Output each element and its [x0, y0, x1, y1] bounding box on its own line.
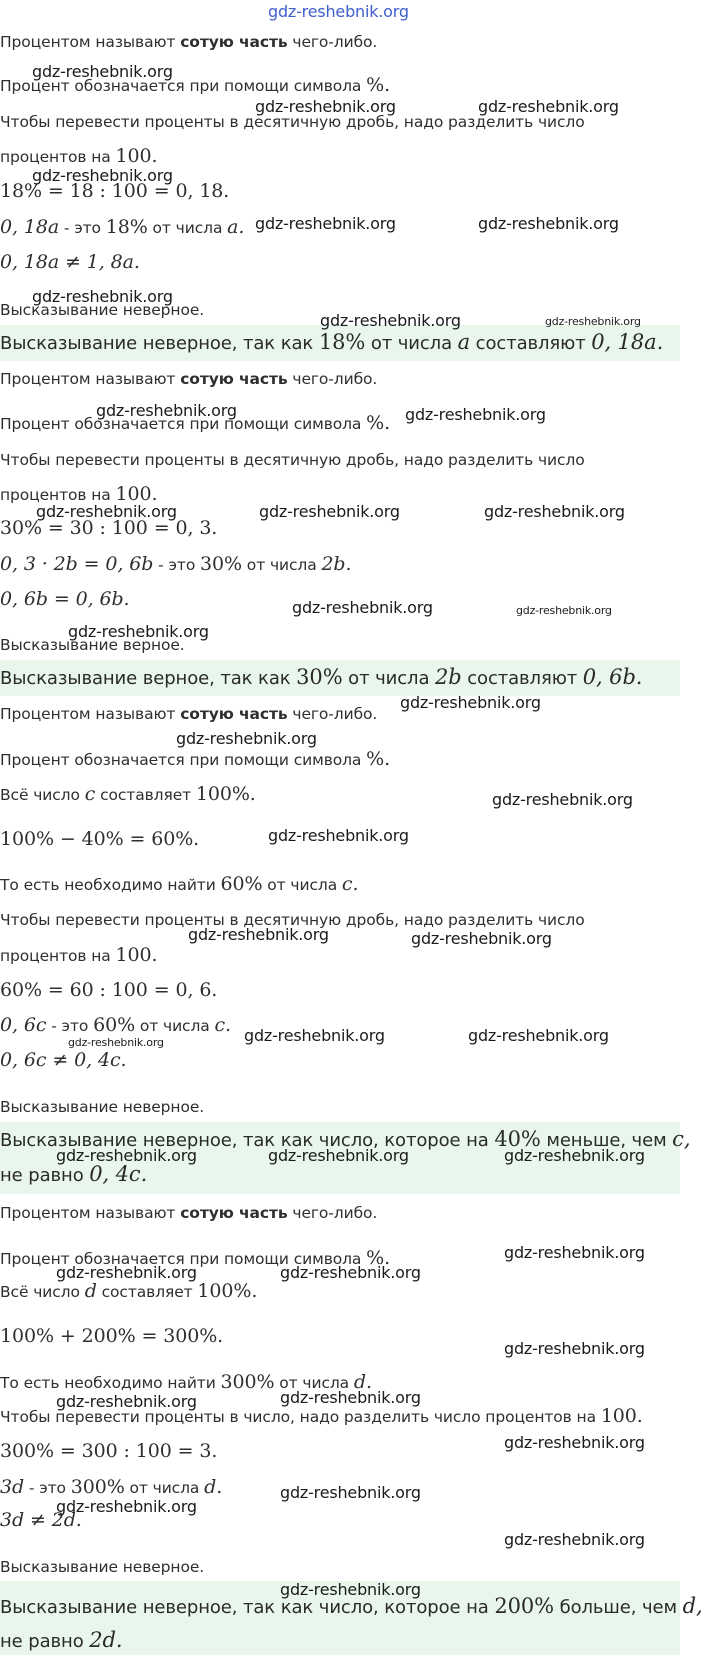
watermark: gdz-reshebnik.org: [268, 826, 409, 845]
math: c.: [341, 873, 359, 895]
text: Процентом называют: [0, 1204, 181, 1222]
watermark: gdz-reshebnik.org: [32, 166, 173, 185]
watermark: gdz-reshebnik.org: [188, 925, 329, 944]
text: процентов на: [0, 947, 116, 965]
s3-this-is: [0, 1015, 231, 1036]
text: Высказывание неверное.: [0, 1098, 205, 1116]
text: от числа: [147, 219, 228, 237]
s4-definition: [0, 1203, 377, 1223]
bold-term: сотую часть: [180, 33, 288, 51]
math: 100%.: [195, 783, 256, 805]
math: c,: [672, 1127, 691, 1151]
s4-whole: [0, 1281, 257, 1302]
text: Процентом называют: [0, 705, 181, 723]
math: 30% = 30 : 100 = 0, 3.: [0, 517, 218, 539]
text: Процент обозначается при помощи символа: [0, 415, 367, 433]
watermark: gdz-reshebnik.org: [280, 1388, 421, 1407]
text: составляет: [96, 1283, 198, 1301]
watermark: gdz-reshebnik.org: [36, 502, 177, 521]
math: 2b: [435, 665, 462, 689]
math: 40%: [494, 1127, 541, 1151]
math: 3d ≠ 2d.: [0, 1509, 82, 1531]
watermark: gdz-reshebnik.org: [255, 97, 396, 116]
text: То есть необходимо найти: [0, 1374, 221, 1392]
text: Высказывание неверное, так как число, которое на: [0, 1130, 495, 1151]
math: 18%: [318, 330, 366, 354]
watermark: gdz-reshebnik.org: [56, 1497, 197, 1516]
text: от числа: [274, 1374, 354, 1392]
text: от числа: [135, 1017, 215, 1035]
math: 0, 6c: [0, 1014, 47, 1036]
math: 0, 18a.: [591, 330, 664, 354]
math: 100% + 200% = 300%.: [0, 1325, 224, 1347]
s3-diff: [0, 829, 199, 850]
text: Высказывание верное, так как: [0, 668, 297, 689]
math: 0, 18a ≠ 1, 8a.: [0, 251, 140, 273]
watermark: gdz-reshebnik.org: [478, 97, 619, 116]
s4-sum: [0, 1326, 223, 1347]
text: от числа: [241, 556, 322, 574]
s2-definition: [0, 369, 377, 389]
math: 0, 18a: [0, 216, 60, 238]
s3-verdict: [0, 1097, 204, 1117]
text: Всё число: [0, 1283, 85, 1301]
watermark: gdz-reshebnik.org: [68, 1036, 164, 1049]
text: чего-либо.: [287, 705, 378, 723]
math: d.: [204, 1476, 223, 1498]
watermark: gdz-reshebnik.org: [545, 315, 641, 328]
math: c.: [214, 1014, 231, 1036]
math: 100.: [600, 1405, 643, 1427]
watermark: gdz-reshebnik.org: [56, 1263, 197, 1282]
text: То есть необходимо найти: [0, 876, 221, 894]
s1-definition: [0, 32, 377, 52]
text: Высказывание неверное.: [0, 301, 205, 319]
watermark: gdz-reshebnik.org: [468, 1026, 609, 1045]
text: чего-либо.: [287, 370, 378, 388]
watermark: gdz-reshebnik.org: [268, 1146, 409, 1165]
watermark: gdz-reshebnik.org: [478, 214, 619, 233]
watermark: gdz-reshebnik.org: [259, 502, 400, 521]
s1-this-is: [0, 217, 244, 238]
text: Процент обозначается при помощи символа: [0, 77, 367, 95]
watermark: gdz-reshebnik.org: [32, 287, 173, 306]
math: 18% = 18 : 100 = 0, 18.: [0, 180, 230, 202]
text: от числа: [262, 876, 342, 894]
math: 100%.: [197, 1280, 258, 1302]
math: 2d.: [89, 1628, 123, 1652]
math: 18%: [105, 216, 148, 238]
math: 100.: [115, 483, 158, 505]
s2-answer-box: [0, 660, 680, 696]
bold-term: сотую часть: [180, 1204, 288, 1222]
s3-calc: [0, 980, 217, 1001]
watermark: gdz-reshebnik.org: [176, 729, 317, 748]
text: - это: [59, 219, 106, 237]
text: от числа: [342, 668, 435, 689]
watermark: gdz-reshebnik.org: [68, 622, 209, 641]
text: больше, чем: [553, 1597, 683, 1618]
math: 200%: [494, 1594, 554, 1618]
s4-answer-cont: [0, 1630, 122, 1652]
text: Высказывание неверное.: [0, 1558, 205, 1576]
math: 100.: [115, 145, 158, 167]
s2-rule: [0, 450, 585, 470]
watermark: gdz-reshebnik.org: [504, 1146, 645, 1165]
math: d.: [353, 1371, 372, 1393]
watermark: gdz-reshebnik.org: [280, 1580, 421, 1599]
watermark: gdz-reshebnik.org: [280, 1483, 421, 1502]
watermark: gdz-reshebnik.org: [244, 1026, 385, 1045]
text: от числа: [365, 333, 458, 354]
math: %.: [366, 1247, 391, 1269]
watermark: gdz-reshebnik.org: [504, 1243, 645, 1262]
text: Процентом называют: [0, 33, 181, 51]
s3-whole: [0, 784, 256, 805]
math: 2b.: [321, 553, 352, 575]
text: Высказывание верное.: [0, 636, 185, 654]
s3-definition: [0, 704, 377, 724]
text: чего-либо.: [287, 1204, 378, 1222]
text: не равно: [0, 1165, 90, 1186]
text: процентов на: [0, 486, 116, 504]
s3-neq: [0, 1050, 126, 1071]
text: Процент обозначается при помощи символа: [0, 1250, 367, 1268]
watermark: gdz-reshebnik.org: [320, 311, 461, 330]
text: Чтобы перевести проценты в десятичную дробь, надо разделить число: [0, 911, 585, 929]
text: Всё число: [0, 786, 85, 804]
text: Высказывание неверное, так как число, которое на: [0, 1597, 495, 1618]
text: составляет: [95, 786, 196, 804]
math: a.: [227, 216, 245, 238]
text: Чтобы перевести проценты в число, надо разделить число процентов на: [0, 1408, 601, 1426]
text: - это: [153, 556, 201, 574]
math: d: [84, 1280, 97, 1302]
text: - это: [46, 1017, 94, 1035]
text: Чтобы перевести проценты в десятичную дробь, надо разделить число: [0, 113, 585, 131]
s2-calc: [0, 518, 217, 539]
s1-answer: [0, 332, 663, 354]
watermark: gdz-reshebnik.org: [504, 1339, 645, 1358]
watermark: gdz-reshebnik.org: [504, 1530, 645, 1549]
s3-symbol: [0, 749, 390, 770]
s1-rule-cont: [0, 146, 157, 167]
text: процентов на: [0, 148, 116, 166]
math: 100.: [115, 944, 158, 966]
text: составляют: [461, 668, 583, 689]
watermark: gdz-reshebnik.org: [56, 1146, 197, 1165]
math: a: [457, 330, 471, 354]
math: %.: [366, 74, 391, 96]
math: 60%: [220, 873, 263, 895]
s4-verdict: [0, 1557, 204, 1577]
text: чего-либо.: [287, 33, 378, 51]
math: 300%: [70, 1476, 125, 1498]
text: Процентом называют: [0, 370, 181, 388]
watermark: gdz-reshebnik.org: [411, 929, 552, 948]
math: c: [84, 783, 96, 805]
watermark: gdz-reshebnik.org: [280, 1263, 421, 1282]
text: не равно: [0, 1631, 90, 1652]
math: 0, 6b.: [582, 665, 643, 689]
text: меньше, чем: [540, 1130, 673, 1151]
s4-answer: [0, 1596, 703, 1618]
text: составляют: [470, 333, 592, 354]
math: 100% − 40% = 60%.: [0, 828, 200, 850]
text: Чтобы перевести проценты в десятичную дробь, надо разделить число: [0, 451, 585, 469]
math: %.: [366, 412, 391, 434]
s1-neq: [0, 252, 140, 273]
math: 300% = 300 : 100 = 3.: [0, 1440, 218, 1462]
bold-term: сотую часть: [180, 705, 288, 723]
s3-find: [0, 874, 358, 895]
watermark: gdz-reshebnik.org: [504, 1433, 645, 1452]
math: 0, 3 · 2b = 0, 6b: [0, 553, 154, 575]
math: 60% = 60 : 100 = 0, 6.: [0, 979, 218, 1001]
watermark: gdz-reshebnik.org: [56, 1392, 197, 1411]
math: 0, 6c ≠ 0, 4c.: [0, 1049, 127, 1071]
math: 30%: [296, 665, 343, 689]
watermark: gdz-reshebnik.org: [400, 693, 541, 712]
s1-answer-box: [0, 325, 680, 361]
math: d,: [682, 1594, 703, 1618]
watermark: gdz-reshebnik.org: [516, 604, 612, 617]
math: 3d: [0, 1476, 25, 1498]
math: 30%: [200, 553, 242, 575]
watermark: gdz-reshebnik.org: [32, 62, 173, 81]
text: Высказывание неверное, так как: [0, 333, 319, 354]
math: 300%: [220, 1371, 275, 1393]
s2-answer: [0, 667, 642, 689]
watermark: gdz-reshebnik.org: [255, 214, 396, 233]
watermark: gdz-reshebnik.org: [96, 401, 237, 420]
watermark: gdz-reshebnik.org: [484, 502, 625, 521]
bold-term: сотую часть: [180, 370, 288, 388]
watermark: gdz-reshebnik.org: [492, 790, 633, 809]
s4-calc: [0, 1441, 217, 1462]
math: 0, 6b = 0, 6b.: [0, 588, 130, 610]
math: %.: [366, 748, 391, 770]
text: от числа: [124, 1479, 205, 1497]
s2-this-is: [0, 554, 351, 575]
math: 0, 4c.: [89, 1162, 148, 1186]
s3-answer-cont: [0, 1164, 147, 1186]
text: Процент обозначается при помощи символа: [0, 751, 367, 769]
s2-eq: [0, 589, 129, 610]
s3-rule-cont: [0, 945, 157, 966]
s4-this-is: [0, 1477, 222, 1498]
watermark-top: gdz-reshebnik.org: [268, 2, 409, 21]
watermark: gdz-reshebnik.org: [292, 598, 433, 617]
text: - это: [24, 1479, 71, 1497]
math: 60%: [93, 1014, 136, 1036]
watermark: gdz-reshebnik.org: [405, 405, 546, 424]
